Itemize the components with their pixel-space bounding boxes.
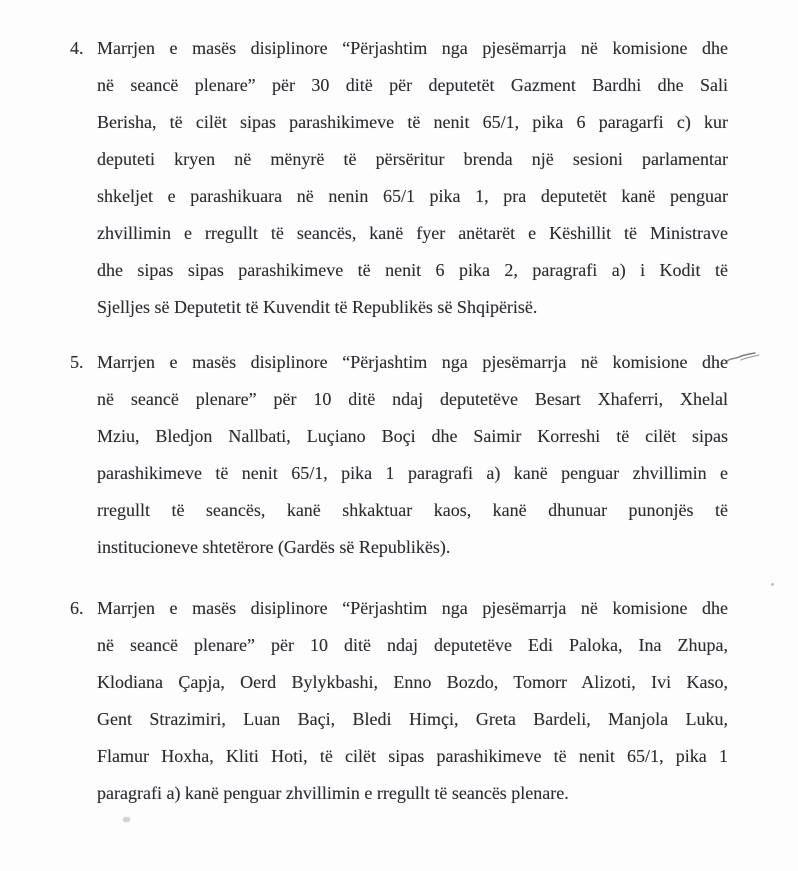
text-line: Marrjen e masës disiplinore “Përjashtim nga pjesëmarrja në komisione dhe bbox=[97, 598, 728, 618]
text-line: paragrafi a) kanë penguar zhvillimin e rregullt të seancës plenare. bbox=[97, 783, 569, 803]
paragraph-body bbox=[97, 590, 728, 812]
text-line: Sjelljes së Deputetit të Kuvendit të Republikës së Shqipërisë. bbox=[97, 297, 538, 317]
text-line: Gent Strazimiri, Luan Baçi, Bledi Himçi, Greta Bardeli, Manjola Luku, bbox=[97, 709, 728, 729]
text-line: Klodiana Çapja, Oerd Bylykbashi, Enno Bozdo, Tomorr Alizoti, Ivi Kaso, bbox=[97, 672, 728, 692]
text-line: Berisha, të cilët sipas parashikimeve të nenit 65/1, pika 6 paragarfi c) kur bbox=[97, 112, 728, 132]
scan-speck bbox=[771, 583, 774, 586]
text-line: në seancë plenare” për 10 ditë ndaj deputetëve Edi Paloka, Ina Zhupa, bbox=[97, 635, 728, 655]
paragraph-number: 4. bbox=[70, 38, 84, 58]
text-line: në seancë plenare” për 10 ditë ndaj deputetëve Besart Xhaferri, Xhelal bbox=[97, 389, 728, 409]
pen-scribble-mark bbox=[725, 349, 765, 365]
text-line: Mziu, Bledjon Nallbati, Luçiano Boçi dhe Saimir Korreshi të cilët sipas bbox=[97, 426, 728, 446]
text-line: zhvillimin e rregullt të seancës, kanë fyer anëtarët e Këshillit të Ministrave bbox=[97, 223, 728, 243]
paragraph-body bbox=[97, 30, 728, 326]
paragraph-number: 6. bbox=[70, 598, 84, 618]
list-item-5 bbox=[70, 344, 728, 566]
text-line: shkeljet e parashikuara në nenin 65/1 pika 1, pra deputetët kanë penguar bbox=[97, 186, 728, 206]
text-line: në seancë plenare” për 30 ditë për deputetët Gazment Bardhi dhe Sali bbox=[97, 75, 728, 95]
text-line: dhe sipas sipas parashikimeve të nenit 6 pika 2, paragrafi a) i Kodit të bbox=[97, 260, 728, 280]
text-line: institucioneve shtetërore (Gardës së Republikës). bbox=[97, 537, 451, 557]
paragraph-body bbox=[97, 344, 728, 566]
text-line: Flamur Hoxha, Kliti Hoti, të cilët sipas parashikimeve të nenit 65/1, pika 1 bbox=[97, 746, 728, 766]
text-line: Marrjen e masës disiplinore “Përjashtim nga pjesëmarrja në komisione dhe bbox=[97, 352, 728, 372]
scan-speck bbox=[123, 817, 130, 822]
text-line: deputeti kryen në mënyrë të përsëritur brenda një sesioni parlamentar bbox=[97, 149, 728, 169]
text-line: Marrjen e masës disiplinore “Përjashtim nga pjesëmarrja në komisione dhe bbox=[97, 38, 728, 58]
list-item-4 bbox=[70, 30, 728, 326]
text-line: parashikimeve të nenit 65/1, pika 1 paragrafi a) kanë penguar zhvillimin e bbox=[97, 463, 728, 483]
paragraph-number: 5. bbox=[70, 352, 84, 372]
text-line: rregullt të seancës, kanë shkaktuar kaos, kanë dhunuar punonjës të bbox=[97, 500, 728, 520]
list-item-6 bbox=[70, 590, 728, 812]
